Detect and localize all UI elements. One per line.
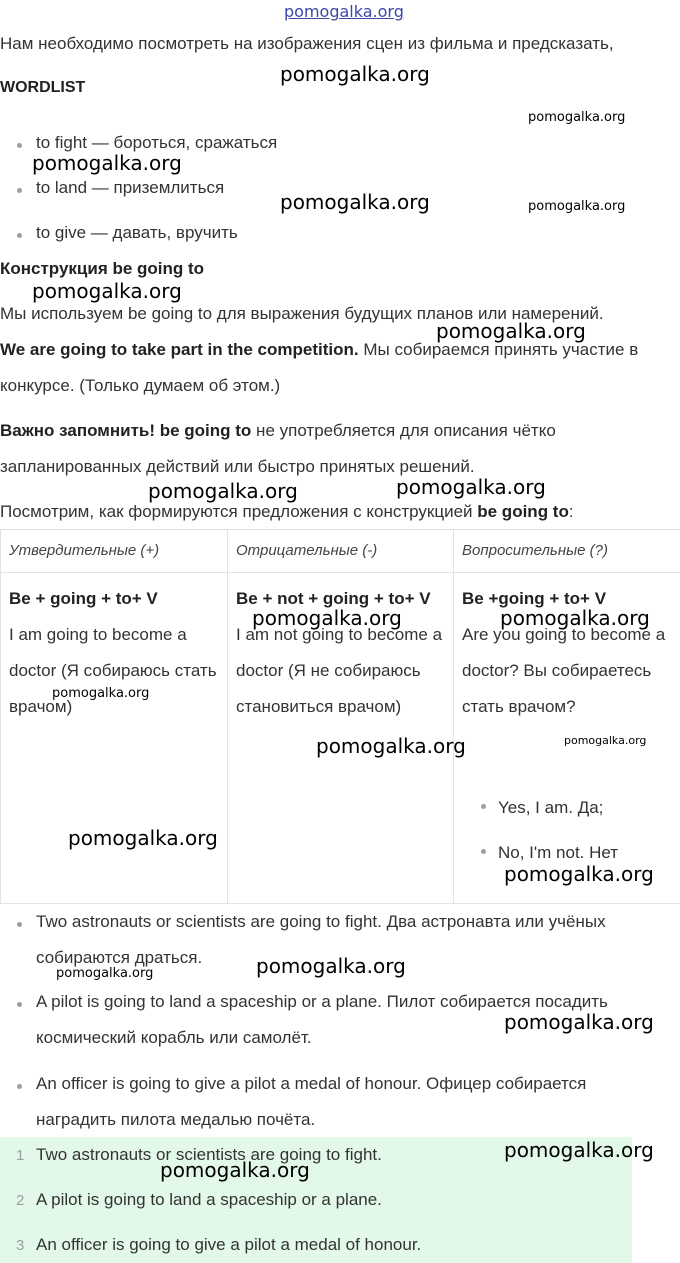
watermark: pomogalka.org	[68, 826, 218, 850]
construction-note-line2: запланированных действий или быстро принятых решений.	[0, 457, 475, 476]
watermark: pomogalka.org	[564, 734, 647, 747]
watermark: pomogalka.org	[32, 279, 182, 303]
prediction-item: Two astronauts or scientists are going to fight. Два астронавта или учёных	[36, 912, 606, 931]
bullet-icon	[17, 233, 22, 238]
watermark-top: pomogalka.org	[284, 2, 404, 21]
table-header: Утвердительные (+)	[1, 530, 228, 573]
watermark: pomogalka.org	[256, 954, 406, 978]
watermark: pomogalka.org	[504, 862, 654, 886]
intro-text: Нам необходимо посмотреть на изображения сцен из фильма и предсказать,	[0, 34, 614, 53]
construction-note-rest: не употребляется для описания чётко	[251, 421, 556, 440]
watermark: pomogalka.org	[500, 606, 650, 630]
construction-lead	[0, 502, 574, 522]
prediction-item-line2: собираются драться.	[36, 948, 203, 967]
watermark: pomogalka.org	[252, 606, 402, 630]
watermark: pomogalka.org	[528, 110, 626, 125]
table-formula: Be +going + to+ V	[462, 589, 607, 608]
construction-lead-bold: be going to	[477, 502, 569, 521]
bullet-icon	[481, 849, 486, 854]
table-formula: Be + going + to+ V	[9, 589, 158, 608]
table-example: Are you going to become a doctor? Вы собираетесь стать врачом?	[462, 625, 666, 716]
table-header: Отрицательные (-)	[228, 530, 454, 573]
watermark: pomogalka.org	[280, 62, 430, 86]
prediction-item: An officer is going to give a pilot a medal of honour. Офицер собирается	[36, 1074, 587, 1093]
construction-note	[0, 421, 556, 441]
table-header: Вопросительные (?)	[454, 530, 680, 573]
bullet-icon	[17, 143, 22, 148]
watermark: pomogalka.org	[56, 966, 154, 981]
construction-note-bold: Важно запомнить! be going to	[0, 421, 252, 440]
table-answer: No, I'm not. Нет	[498, 843, 619, 862]
table-example: I am not going to become a doctor (Я не собираюсь становиться врачом)	[236, 625, 443, 716]
watermark: pomogalka.org	[160, 1158, 310, 1182]
construction-lead-text: Посмотрим, как формируются предложения с конструкцией	[0, 502, 478, 521]
watermark: pomogalka.org	[436, 319, 586, 343]
answer-number: 2	[16, 1192, 25, 1209]
answer-item: Two astronauts or scientists are going to fight.	[36, 1145, 382, 1164]
prediction-item-line2: наградить пилота медалью почёта.	[36, 1110, 316, 1129]
watermark: pomogalka.org	[316, 734, 466, 758]
construction-usage: Мы используем be going to для выражения будущих планов или намерений.	[0, 304, 604, 323]
wordlist-item: to fight — бороться, сражаться	[36, 133, 278, 152]
watermark: pomogalka.org	[528, 199, 626, 214]
watermark: pomogalka.org	[396, 475, 546, 499]
watermark: pomogalka.org	[504, 1010, 654, 1034]
answer-item: A pilot is going to land a spaceship or a plane.	[36, 1190, 382, 1209]
table-example: I am going to become a doctor (Я собираюсь стать врачом)	[9, 625, 217, 716]
prediction-item: A pilot is going to land a spaceship or a plane. Пилот собирается посадить	[36, 992, 608, 1011]
watermark: pomogalka.org	[280, 190, 430, 214]
watermark: pomogalka.org	[52, 686, 150, 701]
wordlist-item: to give — давать, вручить	[36, 223, 238, 242]
table-formula: Be + not + going + to+ V	[236, 589, 431, 608]
bullet-icon	[17, 188, 22, 193]
bullet-icon	[17, 922, 22, 927]
construction-lead-colon: :	[568, 502, 574, 521]
construction-example-line2: конкурсе. (Только думаем об этом.)	[0, 376, 281, 395]
construction-title: Конструкция be going to	[0, 259, 205, 278]
watermark: pomogalka.org	[148, 479, 298, 503]
bullet-icon	[481, 804, 486, 809]
bullet-icon	[17, 1084, 22, 1089]
watermark: pomogalka.org	[32, 151, 182, 175]
table-cell	[1, 573, 228, 904]
answer-number: 3	[16, 1237, 25, 1254]
wordlist-item: to land — приземлиться	[36, 178, 225, 197]
wordlist-title: WORDLIST	[0, 79, 86, 96]
table-answer: Yes, I am. Да;	[498, 798, 604, 817]
answer-item: An officer is going to give a pilot a medal of honour.	[36, 1235, 422, 1254]
construction-example-rest: Мы собираемся принять участие в	[358, 340, 639, 359]
construction-example-bold: We are going to take part in the competition.	[0, 340, 359, 359]
watermark: pomogalka.org	[504, 1138, 654, 1162]
bullet-icon	[17, 1002, 22, 1007]
answer-number: 1	[16, 1147, 25, 1164]
prediction-item-line2: космический корабль или самолёт.	[36, 1028, 312, 1047]
construction-example	[0, 340, 638, 360]
